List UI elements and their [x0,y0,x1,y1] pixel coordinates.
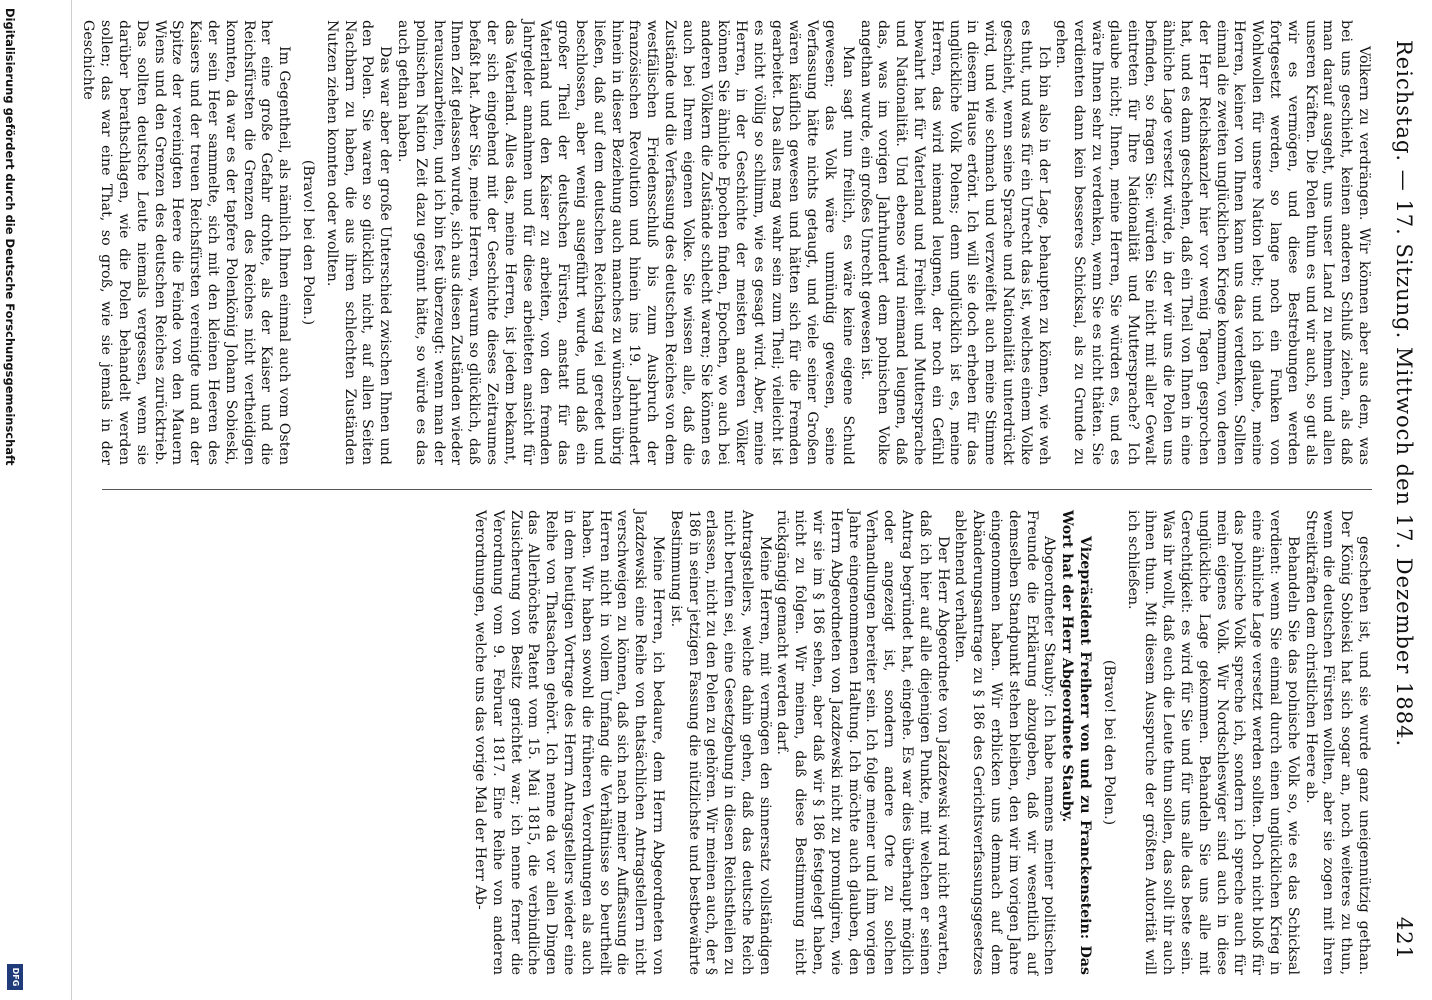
paragraph: Das war aber der große Unterschied zwischen Ihnen und den Polen. Sie waren so glücklich nicht, auf allen Seiten Nachbarn zu haben, die aus ihren schlechten Zuständen Nutzen ziehen konnten oder wollten. [323,20,394,465]
running-header: Reichstag. — 17. Sitzung. Mittwoch den 17. Dezember 1884. [1392,40,1416,748]
applause-note: (Bravo! bei den Polen.) [1100,659,1117,826]
paragraph: Der Herr Abgeordnete von Jazdzewski wird nicht erwarten, daß ich hier auf alle diejenigen Punkte, mit welchen er seinen Antrag begründet hat, eingehe. Es war dies überhaupt möglich oder angezeigt ist, sondern andere Orte zu solchen Verhandlungen bereiter sein. Ich folge meiner und ihm vorigen Jahre eingenommenen Haltung. Ich möchte auch glauben, den Herrn Abgeordneten von Jazdzewski nicht zu promulgiren, wie wir sie im § 186 sehen, aber daß wir § 186 festgelegt haben, nicht zu folgen. Wir meinen, daß diese Bestimmung nicht rückgängig gemacht werden darf. [774,510,951,975]
paragraph: Meine Herren, mit vermögen den sinnersatz vollständigen Antragstellers, welche dahin gehen, daß das deutsche Reich nicht berufen sei, eine Gesetzgebung in diesen Reichstheilen zu erlassen, nicht zu den Polen zu gehören. Wir meinen auch, der § 186 in seiner jetzigen Fassung die nützlichste und bestbewährte Bestimmung ist. [667,510,773,975]
column-divider [102,489,1372,490]
digitization-sidebar [0,0,72,1000]
speaker-intro: Vizepräsident Freiherr von und zu Franckenstein: Das Wort hat der Herr Abgeordnete Stauby. [1059,510,1094,975]
paragraph: Abgeordneter Stauby: Ich habe namens meiner politischen Freunde die Erklärung abzugeben, daß wir wesentlich auf demselben Standpunkt stehen bleiben, den wir im vorigen Jahre eingenommen haben. Wir erblicken uns demnach auf dem Abänderungsantrage zu § 186 des Gerichtsverfassungsgesetzes ablehnend verhalten. [952,510,1058,975]
paragraph: geschehen ist, und sie wurde ganz uneigennützig gethan. Der König Sobieski hat sich sogar an, noch weiteres zu thun, wenn die deutschen Fürsten wollten, aber sie zogen mit ihren Streitkräften dem christlichen Heere ab. [1302,510,1372,975]
dfg-logo: DFG [7,964,23,990]
paragraph: Im Gegentheil, als nämlich Ihnen einmal auch vom Osten her eine große Gefahr drohte, als der Kaiser und die Reichsfürsten die Grenzen des Reiches nicht vertheidigen konnten, da war es der tapfere Polenkönig Johann Sobieski, der sein Heer sammelte, sich mit den kleinen Heeren des Kaisers und der treuen Reichsfürsten vereinigte und an der Spitze der vereinigten Heere die Feinde von den Mauern Wiens und den Grenzen des deutschen Reiches zurücktrieb. Das sollten deutsche Leute niemals vergessen, wenn sie darüber berathschlagen, wie die Polen behandelt werden sollen; das war eine That, so groß, wie sie jemals in der Geschichte [80,20,293,465]
paragraph: Völkern zu verdrängen. Wir können aber aus dem, was bei uns geschieht, keinen anderen Schluß ziehen, als daß man darauf ausgeht, uns unser Land zu nehmen und allen unseren Kräften. Die Polen thun es und wir auch, so gut als wir es vermögen, und diese Bestrebungen werden fortgesetzt werden, so lange noch ein Funken von Wohlwollen für unsere Nation lebt; und ich glaube, meine Herren, keiner von Ihnen kann uns das verdenken. Sollten einmal die zweiten unglücklichen Kriege kommen, von denen der Herr Reichskanzler hier vor wenig Tagen gesprochen hat, und es dann geschehen, daß ein Theil von Ihnen in eine ähnliche Lage versetzt würde, in der wir uns die Polen uns befinden, so fragen Sie: würden Sie nicht mit aller Gewalt eintreten für Ihre Nationalität und Muttersprache? Ich glaube nicht; Ihnen, meine Herren, Sie würden es, und es wäre Ihnen sehr zu verdenken, wenn Sie es nicht thäten. Sie verdienten dann kein besseres Schicksal, als zu Grunde zu gehen. [1053,20,1372,465]
left-column [80,20,1372,465]
paragraph: Behandeln Sie das polnische Volk so, wie es das Schicksal verdient: wenn Sie einmal durch einen unglücklichen Krieg in eine ähnliche Lage versetzt werden sollten. Doch nicht bloß für das polnische Volk spreche ich, sondern ich spreche auch für mein eigenes Volk. Wir Nordschleswiger sind auch in diese unglückliche Lage gekommen. Behandeln Sie uns alle mit Gerechtigkeit: es wird für Sie und für uns alle das beste sein. Was ihr wollt, daß euch die Leute thun sollen, das sollt ihr auch ihnen thun. Mit diesem Ausspruche der größten Autorität will ich schließen. [1124,510,1301,975]
applause-note: (Bravo! bei den Polen.) [299,159,316,326]
paragraph: Meine Herren, ich bedaure, dem Herrn Abgeordneten von Jazdzewski eine Reihe von thatsächlichen Antragstellern nicht verschweigen zu können, daß sich nach meiner Auffassung die Herren nicht in vollem Umfang die Verhältnisse so beurtheilt haben. Wir haben sowohl die früheren Verordnungen als auch in dem heutigen Vortrage des Herrn Antragstellers wieder eine Reihe von Thatsachen gehört. Ich nenne da vor allen Dingen das Allerhöchste Patent vom 15. Mai 1815, die verbindliche Zusicherung von Besitz gerichtet war; ich nenne ferner die Verordnung vom 9. Februar 1817. Eine Reihe von anderen Verordnungen, welche uns das vorige Mal der Herr Ab- [471,510,666,975]
paragraph: Man sagt nun freilich, es wäre keine eigene Schuld gewesen; das Volk wäre unmündig gewesen, seine Verfassung hätte nichts getaugt, und viele seiner Großen wären käuflich gewesen und hätten sich für die Fremden gearbeitet. Das alles mag wahr sein zum Theil; vielleicht ist es nicht völlig so schlimm, wie es gesagt wird. Aber, meine Herren, in der Geschichte der meisten anderen Völker können Sie ähnliche Epochen finden, Epochen, wo auch bei anderen Völkern die Zustände schlecht waren; Sie können es auch bei Ihrem eigenen Volke. Sie wissen alle, daß die Zustände und die Verfassung des deutschen Reiches von dem westfälischen Friedensschluß bis zum Ausbruch der französischen Revolution und hinein ins 19. Jahrhundert hinein in dieser Beziehung auch manches zu wünschen übrig ließen, daß auf dem deutschen Reichstag viel geredet und beschlossen, aber wenig ausgeführt wurde, und daß ein großer Theil der deutschen Fürsten, anstatt für das Vaterland und den Kaiser zu arbeiten, von den fremden Jahrgelder annahmen und für diese arbeiteten ansicht für das Vaterland. Alles das, meine Herren, ist jedem bekannt, der sich eingehend mit der Geschichte dieses Zeitraumes befaßt hat. Aber Sie, meine Herren, warum so glücklich, daß Ihnen Zeit gelassen wurde, sich aus diesen Zuständen wieder herauszuarbeiten, und ich bin fest überzeugt: wenn man der polnischen Nation Zeit dazu gegönnt hätte, so würde es das auch gethan haben. [394,20,856,465]
paragraph: Ich bin also in der Lage, behaupten zu können, wie weh es thut, und was für ein Unrecht das ist, welches einem Volke geschieht, wenn seine Sprache und Nationalität unterdrückt wird, und wie schmach und verzweifelt auch meine Stimme in diesem Hause ertönt. Ich will sie doch erheben für das unglückliche Volk Polens; denn unglücklich ist es, meine Herren, das wird niemand leugnen, der noch ein Gefühl bewahrt hat für Vaterland und Freiheit und Muttersprache und Nationalität. Und ebenso wird niemand leugnen, daß das, was im vorigen Jahrhundert dem polnischen Volke angethan wurde, ein großes Unrecht gewesen ist. [857,20,1052,465]
page-header [1386,40,1422,960]
right-column [92,510,1372,975]
page-number: 421 [1392,916,1416,960]
funding-credit: Digitalisierung gefördert durch die Deutsche Forschungsgemeinschaft [3,8,17,466]
